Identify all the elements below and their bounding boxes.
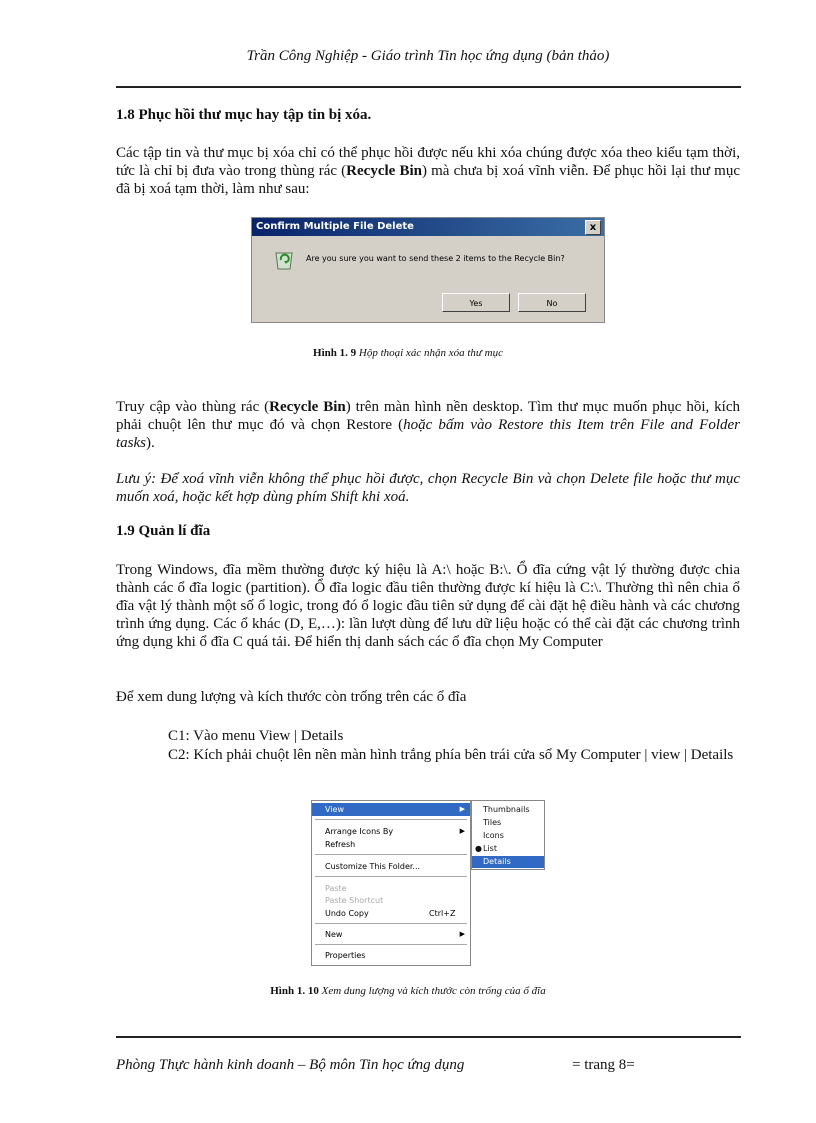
section-1-8-title: 1.8 Phục hồi thư mục hay tập tin bị xóa. [116, 107, 372, 123]
section-1-9-title: 1.9 Quản lí đĩa [116, 523, 211, 539]
menu-item-arrange[interactable]: Arrange Icons By ▶ [325, 827, 465, 836]
recycle-bin-icon [272, 248, 296, 270]
confirm-delete-dialog [251, 217, 605, 323]
chevron-right-icon: ▶ [459, 930, 465, 938]
section-1-9-para-2: Để xem dung lượng và kích thước còn trống trên các ổ đĩa [116, 689, 467, 705]
submenu-item-icons[interactable]: Icons [483, 831, 504, 840]
submenu-item-thumbnails[interactable]: Thumbnails [483, 805, 530, 814]
menu-item-paste: Paste [325, 884, 347, 893]
dialog-message: Are you sure you want to send these 2 items to the Recycle Bin? [306, 254, 565, 263]
page-footer: Phòng Thực hành kinh doanh – Bộ môn Tin học ứng dụng [116, 1057, 465, 1073]
close-icon[interactable]: x [585, 220, 601, 235]
option-c2: C2: Kích phải chuột lên nền màn hình trắng phía bên trái cửa sổ My Computer | view | Details [168, 747, 734, 763]
menu-item-new[interactable]: New ▶ [325, 930, 465, 939]
menu-item-refresh[interactable]: Refresh [325, 840, 356, 849]
no-button[interactable]: No [518, 293, 586, 312]
menu-separator [315, 819, 467, 820]
menu-item-customize[interactable]: Customize This Folder... [325, 862, 421, 871]
dialog-title: Confirm Multiple File Delete [256, 221, 414, 232]
menu-item-view[interactable]: View ▶ [312, 803, 470, 816]
section-1-9-para-1: Trong Windows, đĩa mềm thường được ký hiệu là A:\ hoặc B:\. Ổ đĩa cứng vật lý thường được chia thành các ổ đĩa logic (partition). Ổ đĩa logic đầu tiên thường được kí hiệu là C:\. Thường thì nên chia ổ đĩa vật lý thành một số ổ logic, trong đó ổ logic đầu tiên sử dụng để cài đặt hệ điều hành và các chương trình ứng dụng. Các ổ khác (D, E,…): lần lượt dùng để lưu dữ liệu hoặc có thể cài đặt các chương trình ứng dụng khi ổ đĩa C quá tải. Để hiển thị danh sách các ổ đĩa chọn My Computer [116, 562, 740, 650]
menu-separator [315, 923, 467, 924]
page-header: Trần Công Nghiệp - Giáo trình Tin học ứng dụng (bản thảo) [246, 48, 610, 64]
footer-rule [116, 1036, 741, 1038]
submenu-item-list[interactable]: ● List [475, 844, 497, 853]
yes-button[interactable]: Yes [442, 293, 510, 312]
dialog-titlebar [252, 218, 604, 236]
menu-item-undo[interactable]: Undo Copy Ctrl+Z [325, 909, 456, 918]
radio-dot-icon: ● [475, 844, 482, 853]
chevron-right-icon: ▶ [459, 805, 465, 813]
submenu-item-tiles[interactable]: Tiles [483, 818, 502, 827]
undo-shortcut: Ctrl+Z [429, 909, 456, 918]
menu-item-properties[interactable]: Properties [325, 951, 366, 960]
context-menu [311, 800, 471, 966]
menu-item-paste-shortcut: Paste Shortcut [325, 896, 384, 905]
view-submenu [471, 800, 545, 870]
note-paragraph: Lưu ý: Để xoá vĩnh viễn không thể phục hồi được, chọn Recycle Bin và chọn Delete file hoặc thư mục muốn xoá, hoặc kết hợp dùng phím Shift khi xoá. [116, 471, 740, 505]
submenu-item-details[interactable]: Details [472, 856, 544, 868]
figure-1-9-caption: Hình 1. 9 Hộp thoại xác nhận xóa thư mục [313, 347, 503, 359]
menu-separator [315, 876, 467, 877]
figure-1-10-caption: Hình 1. 10 Xem dung lượng và kích thước còn trống của ổ đĩa [270, 985, 546, 997]
section-1-8-para-1: Các tập tin và thư mục bị xóa chỉ có thể phục hồi được nếu khi xóa chúng được xóa theo kiểu tạm thời, tức là chỉ bị đưa vào trong thùng rác (Recycle Bin) mà chưa bị xoá vĩnh viễn. Để phục hồi lại thư mục đã bị xoá tạm thời, làm như sau: [116, 145, 740, 197]
menu-separator [315, 944, 467, 945]
menu-separator [315, 854, 467, 855]
section-1-8-para-2: Truy cập vào thùng rác (Recycle Bin) trên màn hình nền desktop. Tìm thư mục muốn phục hồi, kích phải chuột lên thư mục đó và chọn Restore (hoặc bấm vào Restore this Item trên File and Folder tasks). [116, 399, 740, 451]
chevron-right-icon: ▶ [459, 827, 465, 835]
header-rule [116, 86, 741, 88]
option-c1: C1: Vào menu View | Details [168, 728, 344, 744]
page-number: = trang 8= [572, 1057, 635, 1073]
